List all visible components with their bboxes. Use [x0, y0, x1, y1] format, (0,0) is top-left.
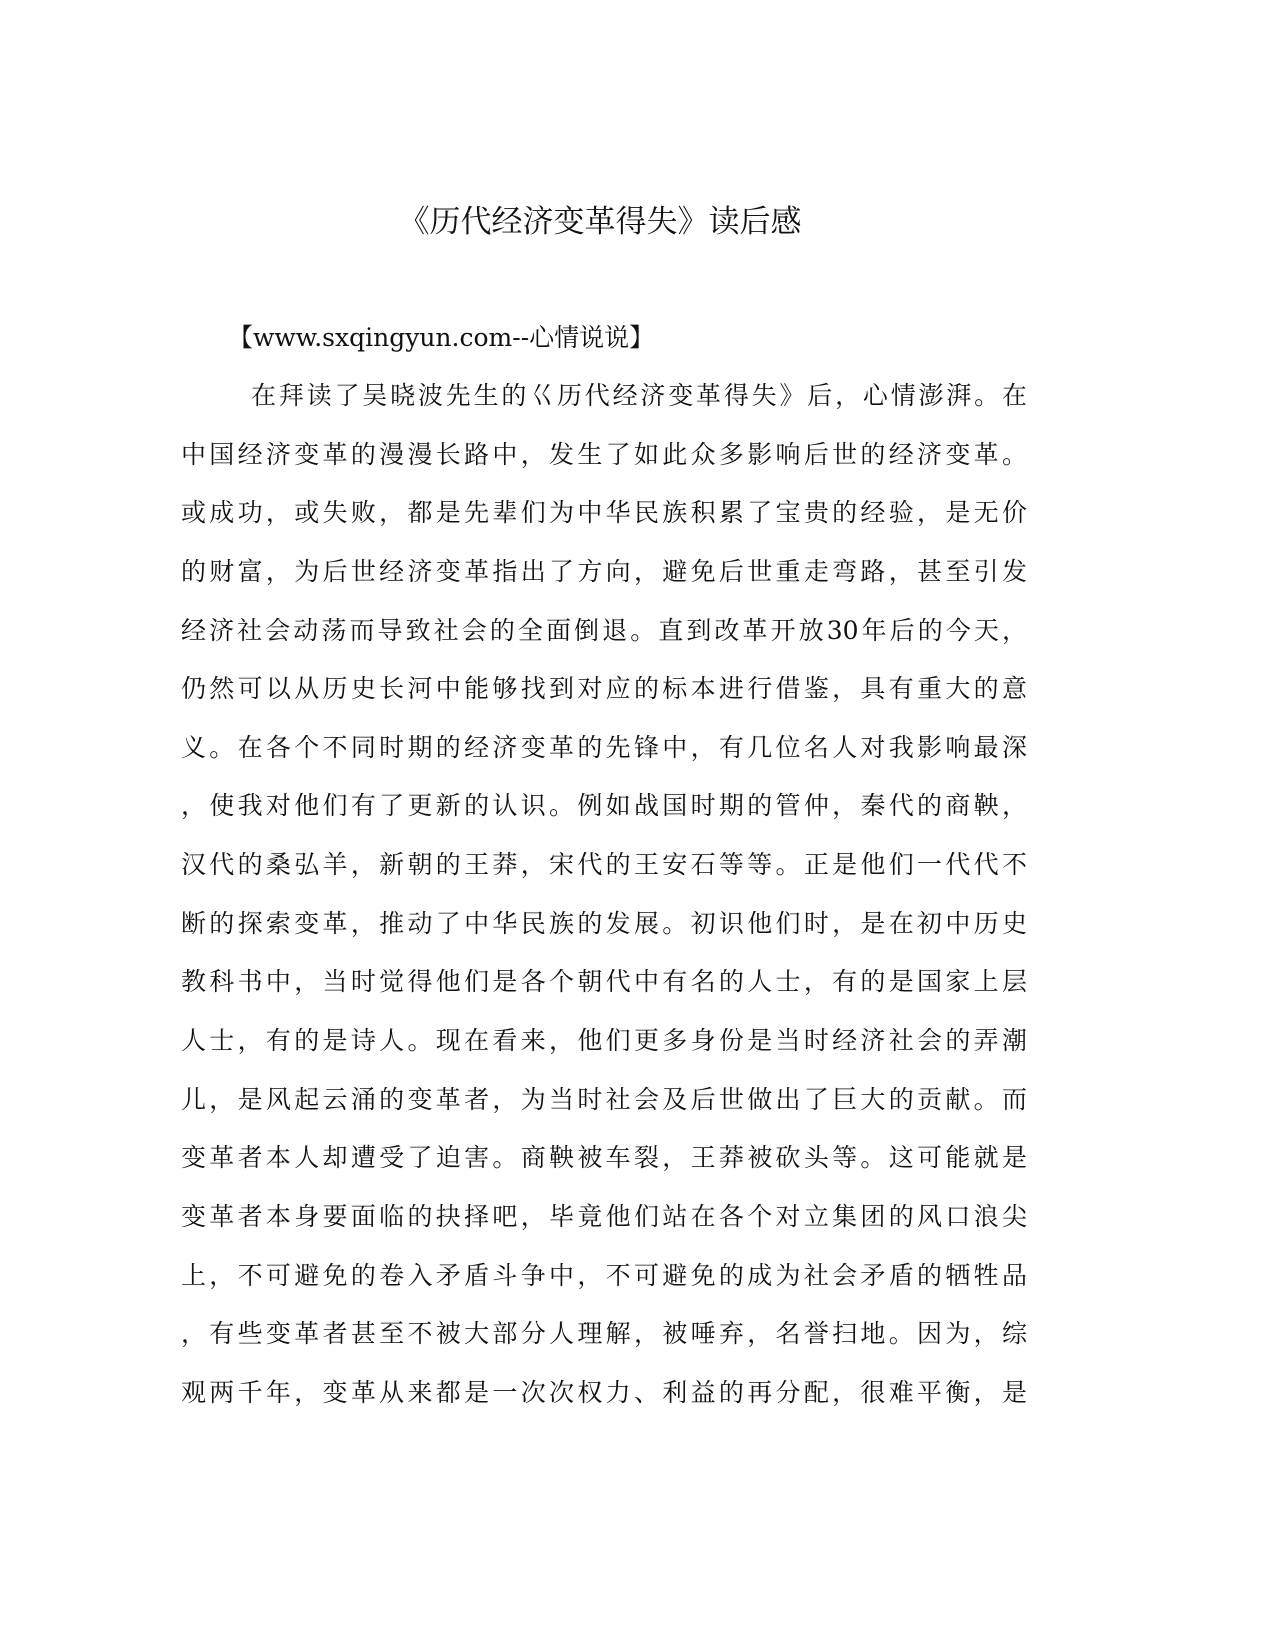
body-line: 断的探索变革，推动了中华民族的发展。初识他们时，是在初中历史 — [181, 908, 1027, 938]
body-line: ，有些变革者甚至不被大部分人理解，被唾弃，名誉扫地。因为，综 — [181, 1319, 1027, 1349]
body-line: 教科书中，当时觉得他们是各个朝代中有名的人士，有的是国家上层 — [181, 967, 1027, 997]
body-line: 汉代的桑弘羊，新朝的王莽，宋代的王安石等等。正是他们一代代不 — [181, 850, 1027, 880]
document-title: 《历代经济变革得失》读后感 — [398, 204, 802, 240]
body-line: 人士，有的是诗人。现在看来，他们更多身份是当时经济社会的弄潮 — [181, 1026, 1027, 1056]
body-line: 变革者本身要面临的抉择吧，毕竟他们站在各个对立集团的风口浪尖 — [181, 1201, 1027, 1231]
body-line: 中国经济变革的漫漫长路中，发生了如此众多影响后世的经济变革。 — [181, 439, 1027, 469]
body-line: 的财富，为后世经济变革指出了方向，避免后世重走弯路，甚至引发 — [181, 556, 1027, 586]
body-line: 上，不可避免的卷入矛盾斗争中，不可避免的成为社会矛盾的牺牲品 — [181, 1260, 1027, 1290]
source-line: 【www.sxqingyun.com--心情说说】 — [228, 323, 655, 352]
body-line: 经济社会动荡而导致社会的全面倒退。直到改革开放30年后的今天， — [181, 615, 1027, 645]
body-line: ，使我对他们有了更新的认识。例如战国时期的管仲，秦代的商鞅， — [181, 791, 1027, 821]
body-paragraph — [181, 376, 1027, 1432]
body-line: 儿，是风起云涌的变革者，为当时社会及后世做出了巨大的贡献。而 — [181, 1084, 1027, 1114]
body-line: 在拜读了吴晓波先生的巜历代经济变革得失》后，心情澎湃。在 — [251, 381, 1027, 410]
body-line: 或成功，或失败，都是先辈们为中华民族积累了宝贵的经验，是无价 — [181, 498, 1027, 528]
body-line: 仍然可以从历史长河中能够找到对应的标本进行借鉴，具有重大的意 — [181, 674, 1027, 704]
body-line: 观两千年，变革从来都是一次次权力、利益的再分配，很难平衡，是 — [181, 1377, 1027, 1407]
body-line: 变革者本人却遭受了迫害。商鞅被车裂，王莽被砍头等。这可能就是 — [181, 1143, 1027, 1173]
body-line: 义。在各个不同时期的经济变革的先锋中，有几位名人对我影响最深 — [181, 732, 1027, 762]
